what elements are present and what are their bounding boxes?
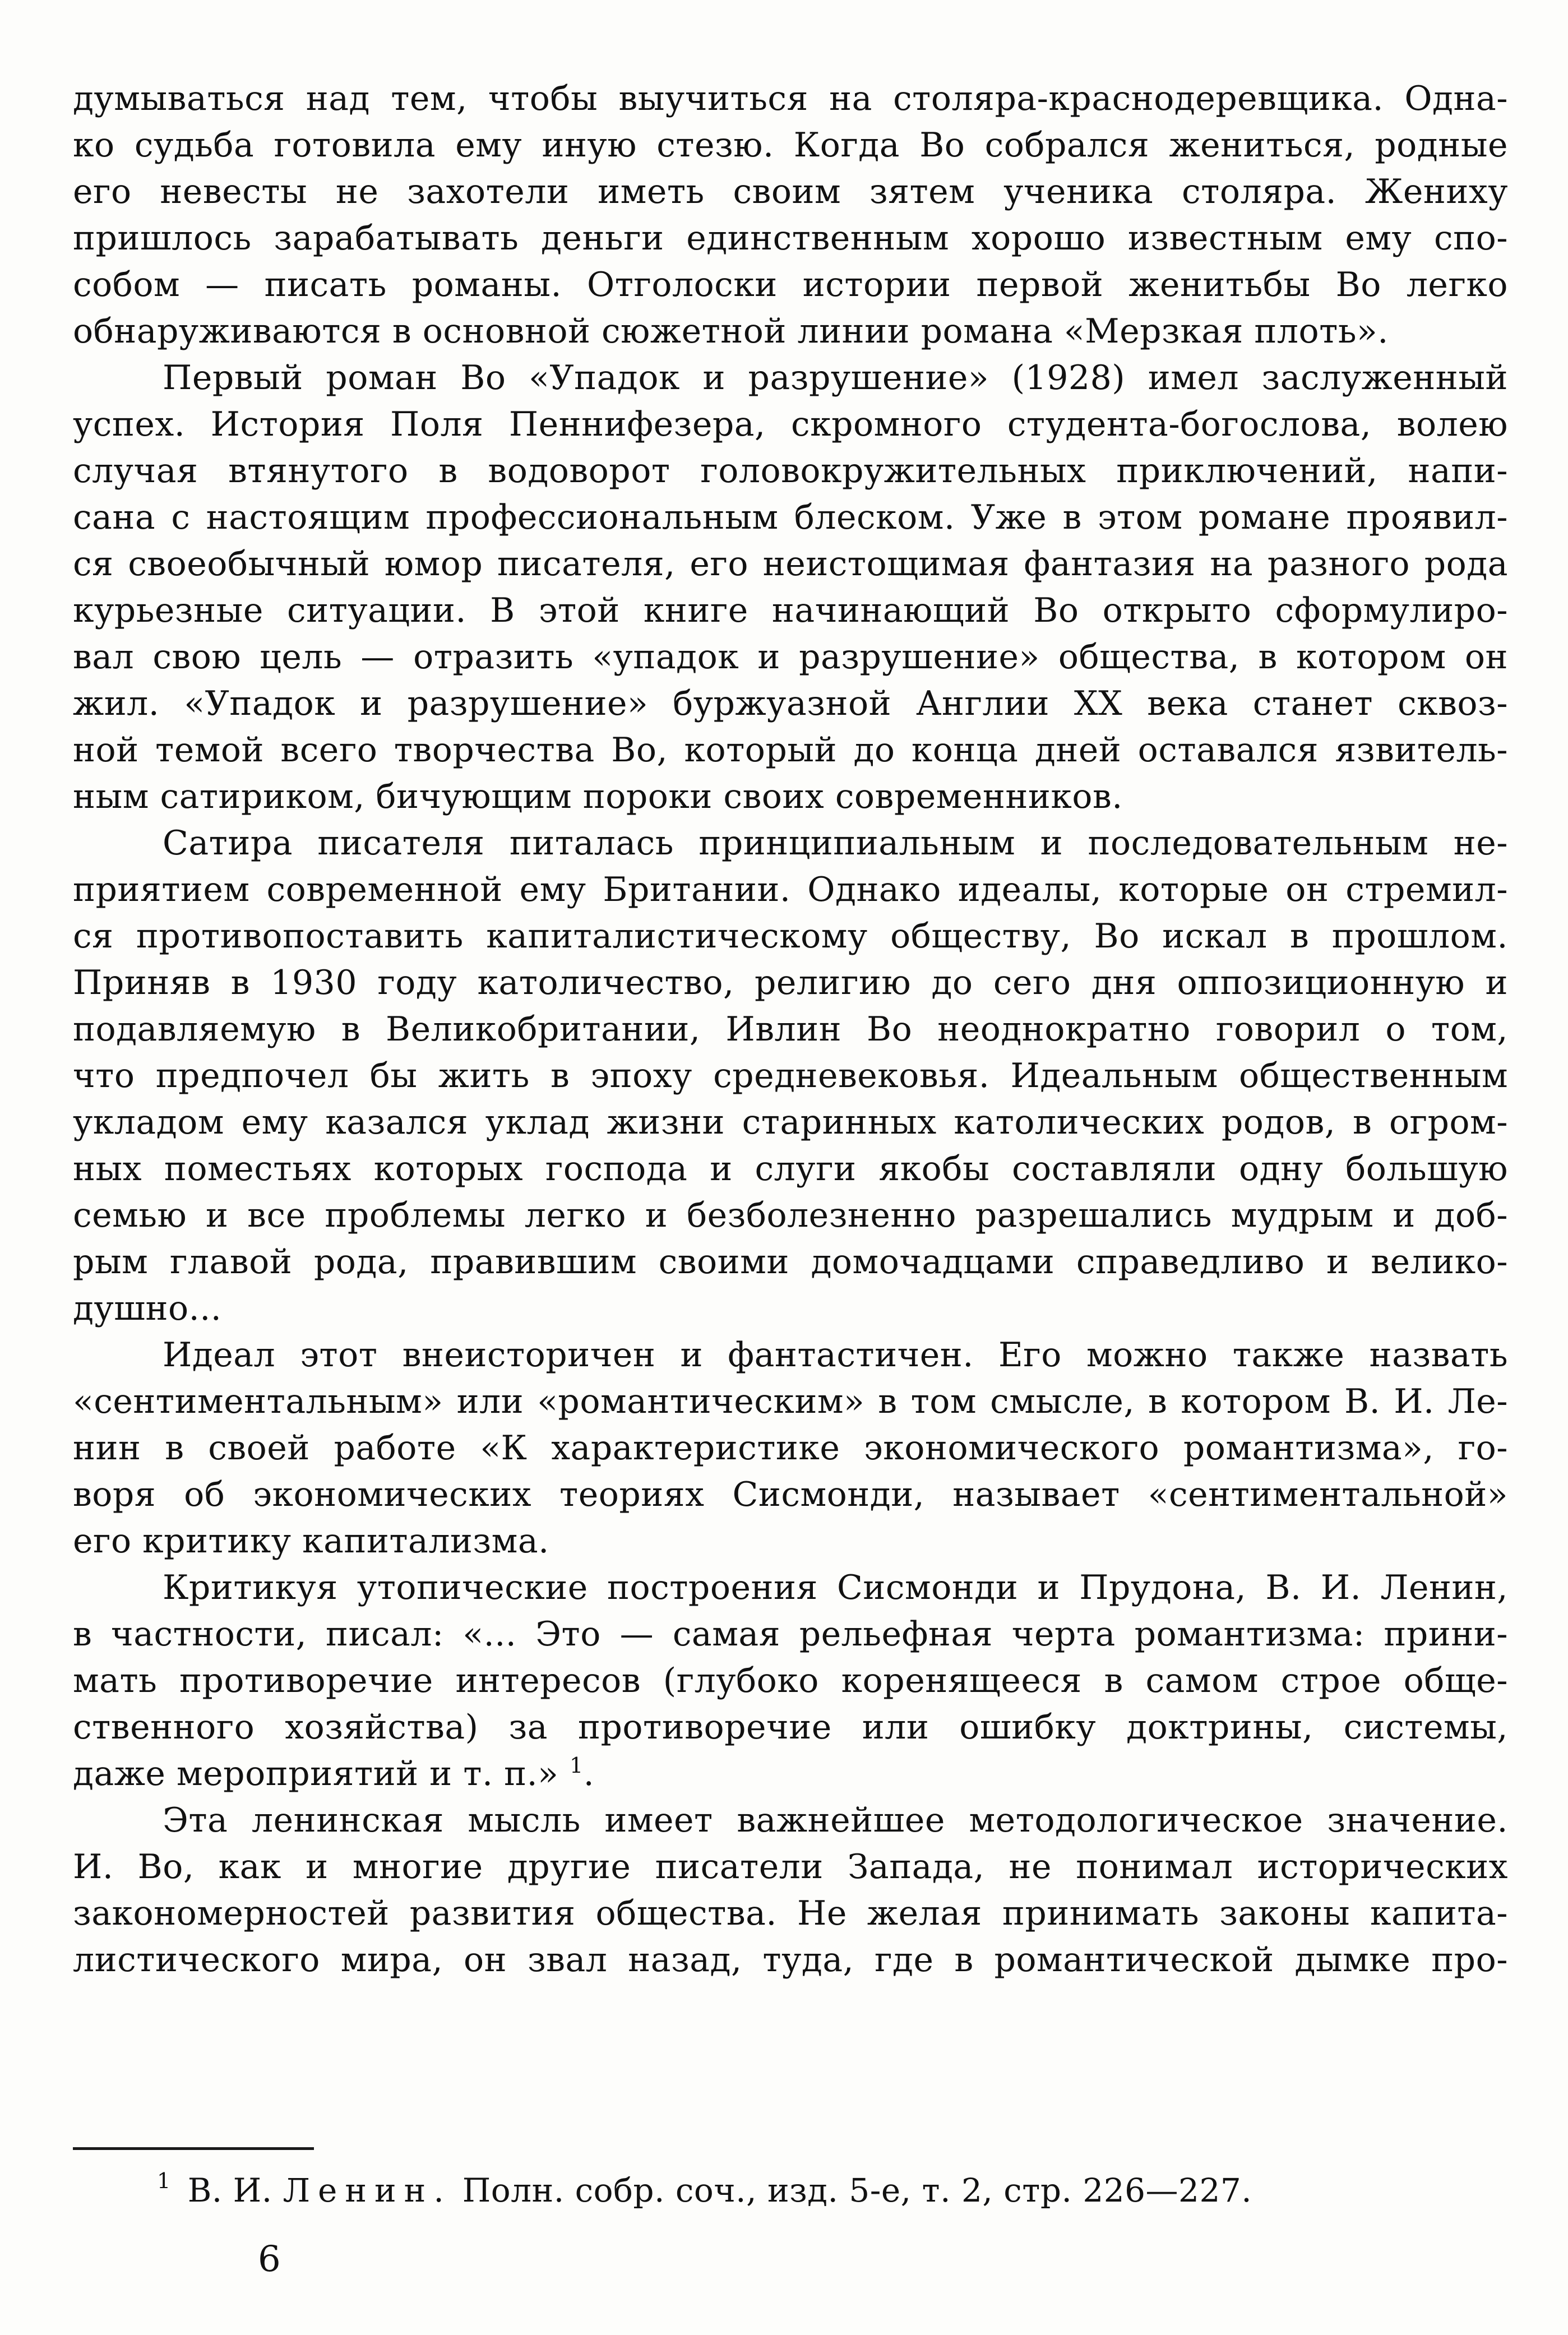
footnote-mark: 1 (157, 2168, 171, 2193)
text-line: успех. История Поля Пеннифезера, скромного студента-богослова, волею (73, 405, 1508, 444)
text-line: в частности, писал: «... Это — самая рельефная черта романтизма: прини- (73, 1615, 1508, 1654)
line-trailing-punctuation: . (583, 1754, 595, 1793)
text-line: ным сатириком, бичующим пороки своих современников. (73, 777, 1123, 816)
footnote (157, 2165, 1446, 2216)
text-line: мать противоречие интересов (глубоко коренящееся в самом строе обще- (73, 1661, 1508, 1700)
text-line: укладом ему казался уклад жизни старинных католических родов, в огром- (73, 1103, 1508, 1142)
text-line: И. Во, как и многие другие писатели Запада, не понимал исторических (73, 1847, 1508, 1887)
text-line: ко судьба готовила ему иную стезю. Когда Во собрался жениться, родные (73, 126, 1508, 165)
text-line: ных поместьях которых господа и слуги якобы составляли одну большую (73, 1149, 1508, 1189)
paragraph (73, 1565, 1508, 1797)
text-line: обнаруживаются в основной сюжетной линии романа «Мерзкая плоть». (73, 312, 1389, 351)
text-line: Критикуя утопические построения Сисмонди и Прудона, В. И. Ленин, (163, 1568, 1508, 1607)
text-line: рым главой рода, правившим своими домочадцами справедливо и велико- (73, 1242, 1508, 1282)
text-line: ной темой всего творчества Во, который до конца дней оставался язвитель- (73, 730, 1508, 770)
text-line: ся противопоставить капиталистическому обществу, Во искал в прошлом. (73, 917, 1508, 956)
paragraph (73, 355, 1508, 820)
text-line: ся своеобычный юмор писателя, его неистощимая фантазия на разного рода (73, 544, 1508, 584)
paragraph (73, 1332, 1508, 1565)
text-line: ственного хозяйства) за противоречие или ошибку доктрины, системы, (73, 1708, 1508, 1747)
footnote-author-surname: Ленин. (283, 2171, 452, 2209)
text-line: Эта ленинская мысль имеет важнейшее методологическое значение. (163, 1801, 1508, 1840)
text-line: закономерностей развития общества. Не желая принимать законы капита- (73, 1894, 1508, 1933)
text-line (73, 1751, 1508, 1797)
text-line: душно... (73, 1289, 222, 1328)
paragraph (73, 820, 1508, 1332)
text-line-content: даже мероприятий и т. п.» (73, 1754, 559, 1793)
text-line: воря об экономических теориях Сисмонди, называет «сентиментальной» (73, 1475, 1508, 1514)
text-line: случая втянутого в водоворот головокружительных приключений, напи- (73, 451, 1508, 491)
paragraph (73, 1797, 1508, 1983)
text-line: Идеал этот внеисторичен и фантастичен. Его можно также назвать (163, 1335, 1508, 1375)
footnote-author-initials: В. И. (187, 2171, 272, 2209)
page-number: 6 (258, 2239, 281, 2280)
text-line: Сатира писателя питалась принципиальным и последовательным не- (163, 824, 1508, 863)
paragraph (73, 76, 1508, 355)
text-line: сана с настоящим профессиональным блеском. Уже в этом романе проявил- (73, 498, 1508, 537)
text-line: его критику капитализма. (73, 1522, 549, 1561)
footnote-citation: Полн. собр. соч., изд. 5-е, т. 2, стр. 226—227. (462, 2171, 1252, 2209)
text-line: курьезные ситуации. В этой книге начинающий Во открыто сформулиро- (73, 591, 1508, 630)
body-text (73, 76, 1508, 1983)
text-line: Приняв в 1930 году католичество, религию до сего дня оппозиционную и (73, 963, 1508, 1002)
text-line: вал свою цель — отразить «упадок и разрушение» общества, в котором он (73, 637, 1508, 677)
text-line: приятием современной ему Британии. Однако идеалы, которые он стремил- (73, 870, 1508, 909)
footnote-divider (73, 2147, 314, 2150)
text-line: Первый роман Во «Упадок и разрушение» (1928) имел заслуженный (163, 358, 1508, 397)
text-line: нин в своей работе «К характеристике экономического романтизма», го- (73, 1428, 1508, 1468)
text-line: жил. «Упадок и разрушение» буржуазной Англии XX века станет сквоз- (73, 684, 1508, 723)
text-line: его невесты не захотели иметь своим зятем ученика столяра. Жениху (73, 172, 1508, 211)
text-line: «сентиментальным» или «романтическим» в том смысле, в котором В. И. Ле- (73, 1382, 1508, 1421)
footnote-reference[interactable]: 1 (569, 1753, 584, 1778)
text-line: пришлось зарабатывать деньги единственным хорошо известным ему спо- (73, 219, 1508, 258)
text-line: собом — писать романы. Отголоски истории первой женитьбы Во легко (73, 265, 1508, 304)
text-line: что предпочел бы жить в эпоху средневековья. Идеальным общественным (73, 1056, 1508, 1095)
text-line: семью и все проблемы легко и безболезненно разрешались мудрым и доб- (73, 1196, 1508, 1235)
text-line: думываться над тем, чтобы выучиться на столяра-краснодеревщика. Одна- (73, 79, 1508, 118)
text-line: подавляемую в Великобритании, Ивлин Во неоднократно говорил о том, (73, 1010, 1508, 1049)
text-line: листического мира, он звал назад, туда, где в романтической дымке про- (73, 1940, 1508, 1980)
